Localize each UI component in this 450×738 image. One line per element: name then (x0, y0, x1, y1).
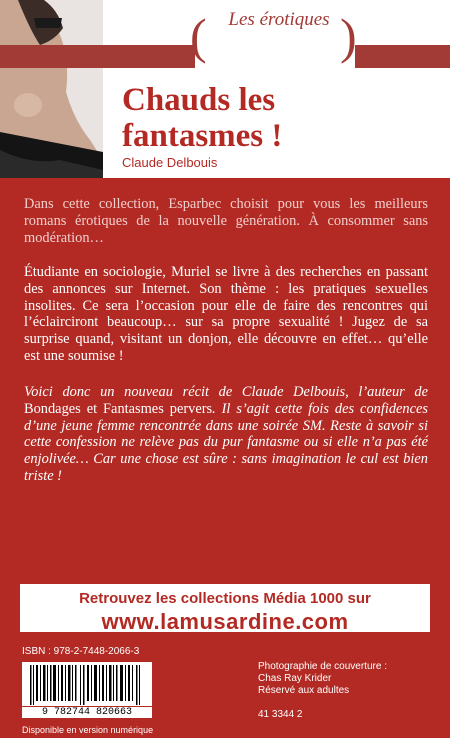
series-line-2: d’Esparbec (235, 33, 323, 54)
author-blurb (24, 384, 428, 485)
promo-line-1: Retrouvez les collections Média 1000 sur (79, 590, 371, 607)
book-reference-bondages: Bondages (24, 400, 81, 417)
book-title-line-1: Chauds les (122, 82, 276, 118)
book-title (122, 82, 442, 154)
series-left-paren: ( (190, 8, 207, 64)
photo-credits (258, 661, 387, 697)
credits-line-1: Photographie de couverture : (258, 661, 387, 672)
cover-photo (0, 0, 103, 178)
credits-line-3: Réservé aux adultes (258, 685, 350, 696)
author-blurb-part-1: Voici donc un nouveau récit de Claude Delbouis, l’auteur de (24, 384, 428, 400)
credits-line-2: Chas Ray Krider (258, 673, 332, 684)
book-title-line-2: fantasmes ! (122, 118, 283, 154)
series-line-1: Les érotiques (228, 9, 330, 30)
promo-website-link[interactable]: www.lamusardine.com (101, 609, 349, 634)
author-name: Claude Delbouis (122, 155, 218, 170)
collection-blurb: Dans cette collection, Esparbec choisit pour vous les meilleurs romans érotiques de la nouvelle génération. À consommer sans modération… (24, 196, 428, 246)
promo-box (20, 584, 430, 632)
product-code: 41 3344 2 (258, 709, 303, 720)
barcode-number: 9 782744 820663 (22, 707, 152, 718)
digital-availability: Disponible en version numérique (22, 725, 154, 735)
series-right-paren: ) (340, 8, 357, 64)
author-blurb-part-3: . Il s’agit cette fois des confidences d’une jeune femme rencontrée dans une soirée SM. Reste à savoir si cette confession ne relève pas du pur fantasme ou si elle n’a pas été enjolivée… Car une chose est sûre : sans imagination le cul est bien triste ! (24, 400, 428, 484)
isbn: ISBN : 978-2-7448-2066-3 (22, 646, 140, 657)
barcode (22, 662, 152, 706)
story-blurb: Étudiante en sociologie, Muriel se livre à des recherches en passant des annonces sur Internet. Son thème : les pratiques sexuelles insolites. Ce sera l’occasion pour elle de faire des rencontres qui l’éclairciront beaucoup… sur sa propre sexualité ! Jugez de sa surprise quand, visitant un donjon, elle découvre en effet… qu’elle est une soumise ! (24, 264, 428, 364)
author-blurb-part-2: et (80, 400, 104, 417)
series-name (204, 9, 354, 55)
book-reference-fantasmes: Fantasmes pervers (103, 400, 213, 417)
